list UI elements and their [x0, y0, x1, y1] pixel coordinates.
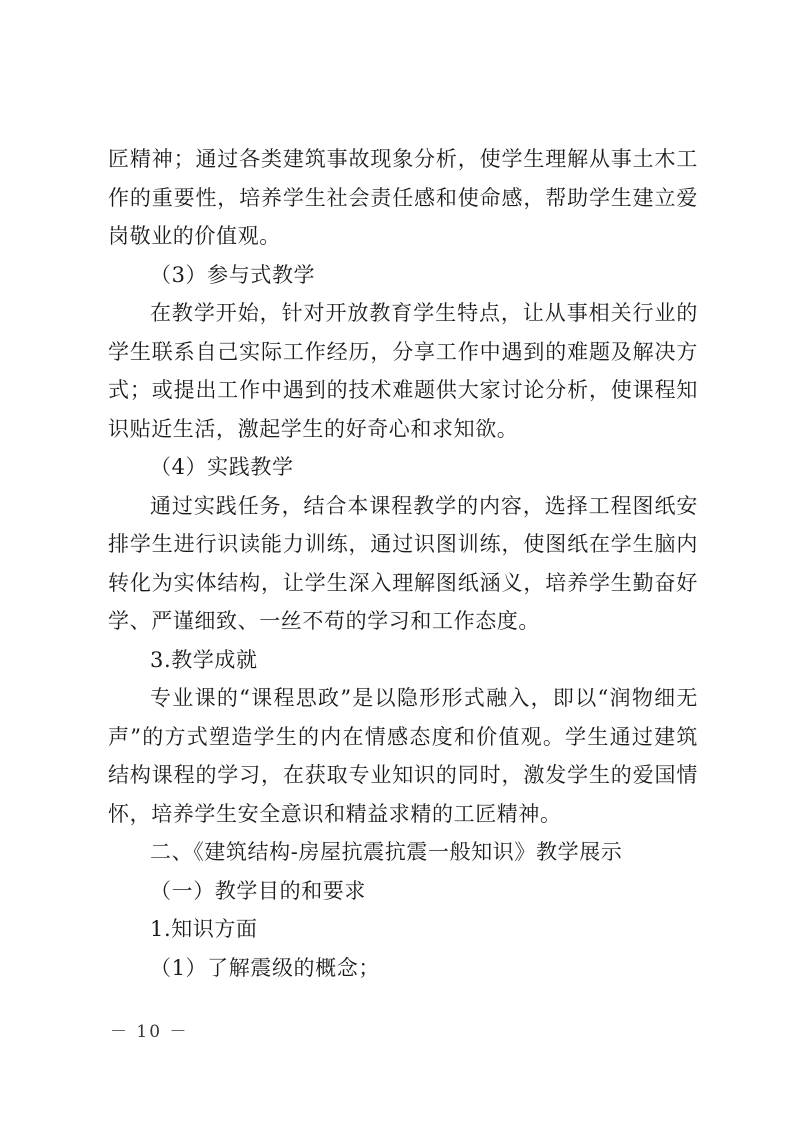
heading-section-two: 二、《建筑结构-房屋抗震抗震一般知识》教学展示: [150, 840, 623, 864]
heading-teaching-goals: （一）教学目的和要求: [150, 878, 366, 903]
document-body: [108, 140, 698, 987]
heading-teaching-achievements: 3.教学成就: [150, 647, 258, 672]
paragraph-teaching-achievements: 专业课的“课程思政”是以隐形形式融入，即以“润物细无声”的方式塑造学生的内在情感态度和价值观。学生通过建筑结构课程的学习，在获取专业知识的同时，激发学生的爱国情怀，培养学生安全意识和精益求精的工匠精神。: [108, 686, 698, 826]
heading-participatory-teaching: （3）参与式教学: [150, 262, 316, 287]
paragraph-continuation-craftsmanship: 匠精神；通过各类建筑事故现象分析，使学生理解从事土木工作的重要性，培养学生社会责任感和使命感，帮助学生建立爱岗敬业的价值观。: [108, 147, 698, 248]
heading-magnitude-concept: （1）了解震级的概念；: [150, 955, 380, 980]
heading-knowledge-aspect: 1.知识方面: [150, 917, 258, 941]
paragraph-participatory-teaching: 在教学开始，针对开放教育学生特点，让从事相关行业的学生联系自己实际工作经历，分享工作中遇到的难题及解决方式；或提出工作中遇到的技术难题供大家讨论分析，使课程知识贴近生活，激起学生的好奇心和求知欲。: [108, 301, 698, 441]
heading-practice-teaching: （4）实践教学: [150, 455, 294, 479]
paragraph-practice-teaching: 通过实践任务，结合本课程教学的内容，选择工程图纸安排学生进行识读能力训练，通过识图训练，使图纸在学生脑内转化为实体结构，让学生深入理解图纸涵义，培养学生勤奋好学、严谨细致、一丝不苟的学习和工作态度。: [108, 493, 698, 633]
page-number: － 10 －: [110, 1022, 189, 1042]
